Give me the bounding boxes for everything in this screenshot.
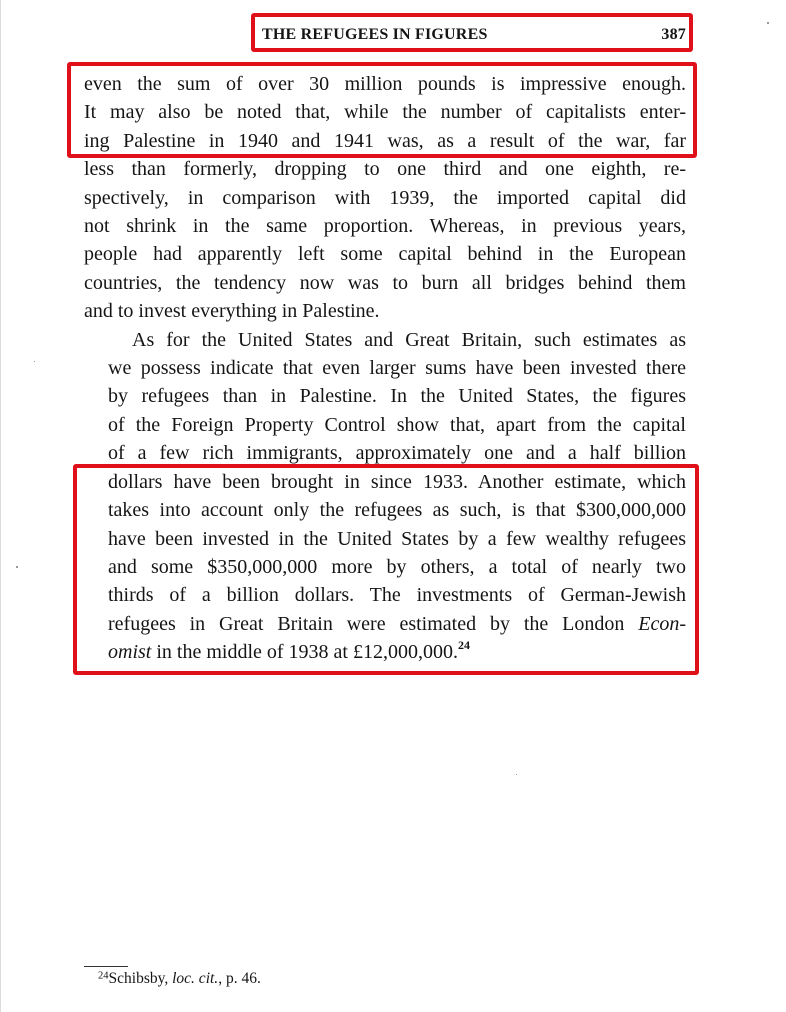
paragraph-2 bbox=[84, 326, 686, 667]
footnote-author: Schibsby, bbox=[108, 970, 173, 987]
scan-speck bbox=[16, 566, 18, 568]
text-line: countries, the tendency now was to burn all bridges behind them bbox=[84, 271, 686, 294]
text-line: of a few rich immigrants, approximately one and a half billion bbox=[108, 442, 686, 465]
text-line: have been invested in the United States by a few wealthy refugees bbox=[108, 527, 686, 550]
text-line: even the sum of over 30 million pounds is impressive enough. bbox=[84, 73, 686, 95]
text-segment: in the middle of 1938 at £12,000,000. bbox=[151, 641, 458, 664]
text-line: we possess indicate that even larger sums have been invested there bbox=[108, 357, 686, 380]
italic-journal-name: omist bbox=[108, 641, 152, 664]
text-line: people had apparently left some capital behind in the European bbox=[84, 243, 686, 266]
footnote-reference[interactable]: 24 bbox=[457, 638, 470, 653]
text-line: It may also be noted that, while the number of capitalists enter- bbox=[84, 101, 686, 124]
text-line bbox=[84, 610, 686, 638]
text-line: thirds of a billion dollars. The investments of German-Jewish bbox=[108, 584, 686, 607]
running-title: THE REFUGEES IN FIGURES bbox=[262, 26, 488, 43]
footnote-number: 24 bbox=[98, 970, 109, 982]
page-edge bbox=[0, 0, 1, 1012]
text-line: of the Foreign Property Control show that, apart from the capital bbox=[108, 413, 686, 436]
text-line: ing Palestine in 1940 and 1941 was, as a result of the war, far bbox=[84, 129, 686, 152]
running-head bbox=[262, 26, 686, 44]
footnote bbox=[98, 970, 261, 988]
text-line: less than formerly, dropping to one third and one eighth, re- bbox=[84, 158, 686, 181]
text-line: not shrink in the same proportion. Whereas, in previous years, bbox=[84, 215, 686, 238]
text-line: dollars have been brought in since 1933. Another estimate, which bbox=[108, 470, 686, 493]
scan-speck bbox=[516, 774, 517, 775]
text-line: spectively, in comparison with 1939, the imported capital did bbox=[84, 186, 686, 209]
body-text bbox=[84, 70, 686, 667]
text-line: and some $350,000,000 more by others, a total of nearly two bbox=[108, 555, 686, 578]
page-number: 387 bbox=[661, 26, 686, 43]
footnote-loc-cit: loc. cit. bbox=[172, 970, 219, 987]
text-segment: refugees in Great Britain were estimated by the London bbox=[108, 612, 639, 635]
text-line: As for the United States and Great Britain, such estimates as bbox=[132, 328, 686, 351]
text-line: and to invest everything in Palestine. bbox=[84, 300, 380, 323]
italic-journal-name: Econ- bbox=[638, 612, 686, 635]
text-line: takes into account only the refugees as such, is that $300,000,000 bbox=[108, 499, 686, 522]
text-line: by refugees than in Palestine. In the United States, the figures bbox=[108, 385, 686, 408]
paragraph-1 bbox=[84, 70, 686, 326]
scan-speck bbox=[34, 361, 35, 362]
scan-speck bbox=[767, 22, 769, 24]
text-line bbox=[84, 638, 686, 666]
footnote-page: , p. 46. bbox=[218, 970, 261, 987]
footnote-rule bbox=[84, 966, 128, 967]
